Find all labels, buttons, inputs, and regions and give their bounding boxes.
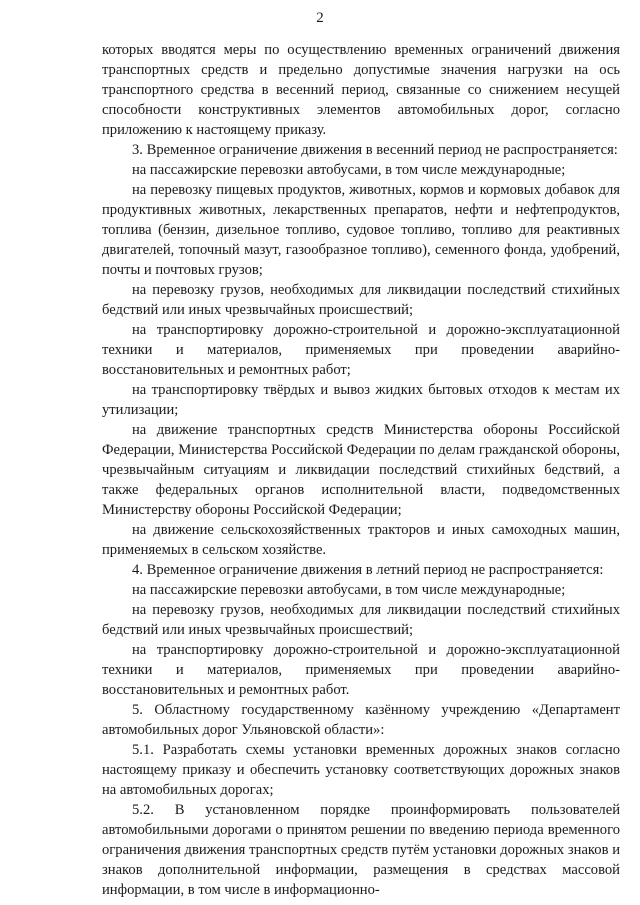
- document-body: [102, 40, 620, 900]
- paragraph-continuation: которых вводятся меры по осуществлению временных ограничений движения транспортных средств и предельно допустимые значения нагрузки на ось транспортного средства в весенний период, связанные со снижением несущей способности конструктивных элементов автомобильных дорог, согласно приложению к настоящему приказу.: [102, 42, 620, 138]
- page-number: 2: [316, 10, 324, 26]
- paragraph-item-4-disaster-cargo: на перевозку грузов, необходимых для ликвидации последствий стихийных бедствий или иных чрезвычайных происшествий;: [102, 602, 620, 638]
- paragraph-item-5-2: 5.2. В установленном порядке проинформировать пользователей автомобильными дорогами о принятом решении по введению периода временного ограничения движения транспортных средств путём установки дорожных знаков и знаков дополнительной информации, размещения в средствах массовой информации, в том числе в информационно-: [102, 802, 620, 898]
- paragraph-item-3-disaster-cargo: на перевозку грузов, необходимых для ликвидации последствий стихийных бедствий или иных чрезвычайных происшествий;: [102, 282, 620, 318]
- paragraph-item-3-agriculture: на движение сельскохозяйственных тракторов и иных самоходных машин, применяемых в сельском хозяйстве.: [102, 522, 620, 558]
- paragraph-item-4-road-equipment: на транспортировку дорожно-строительной и дорожно-эксплуатационной техники и материалов, применяемых при проведении аварийно-восстановительных и ремонтных работ.: [102, 642, 620, 698]
- paragraph-item-5-1: 5.1. Разработать схемы установки временных дорожных знаков согласно настоящему приказу и обеспечить установку соответствующих дорожных знаков на автомобильных дорогах;: [102, 742, 620, 798]
- paragraph-item-3-food-fuel: на перевозку пищевых продуктов, животных, кормов и кормовых добавок для продуктивных животных, лекарственных препаратов, нефти и нефтепродуктов, топлива (бензин, дизельное топливо, судовое топливо, топливо для реактивных двигателей, топочный мазут, газообразное топливо), семенного фонда, удобрений, почты и почтовых грузов;: [102, 182, 620, 278]
- paragraph-item-5: 5. Областному государственному казённому учреждению «Департамент автомобильных дорог Ульяновской области»:: [102, 702, 620, 738]
- paragraph-item-3-road-equipment: на транспортировку дорожно-строительной и дорожно-эксплуатационной техники и материалов, применяемых при проведении аварийно-восстановительных и ремонтных работ;: [102, 322, 620, 378]
- paragraph-item-3: 3. Временное ограничение движения в весенний период не распространяется:: [132, 142, 618, 158]
- paragraph-item-4-passenger: на пассажирские перевозки автобусами, в том числе международные;: [132, 582, 566, 598]
- paragraph-item-3-defense: на движение транспортных средств Министерства обороны Российской Федерации, Министерства Российской Федерации по делам гражданской обороны, чрезвычайным ситуациям и ликвидации последствий стихийных бедствий, а также федеральных органов исполнительной власти, подведомственных Министерству обороны Российской Федерации;: [102, 422, 620, 518]
- paragraph-item-3-waste: на транспортировку твёрдых и вывоз жидких бытовых отходов к местам их утилизации;: [102, 382, 620, 418]
- paragraph-item-3-passenger: на пассажирские перевозки автобусами, в том числе международные;: [132, 162, 566, 178]
- paragraph-item-4: 4. Временное ограничение движения в летний период не распространяется:: [132, 562, 604, 578]
